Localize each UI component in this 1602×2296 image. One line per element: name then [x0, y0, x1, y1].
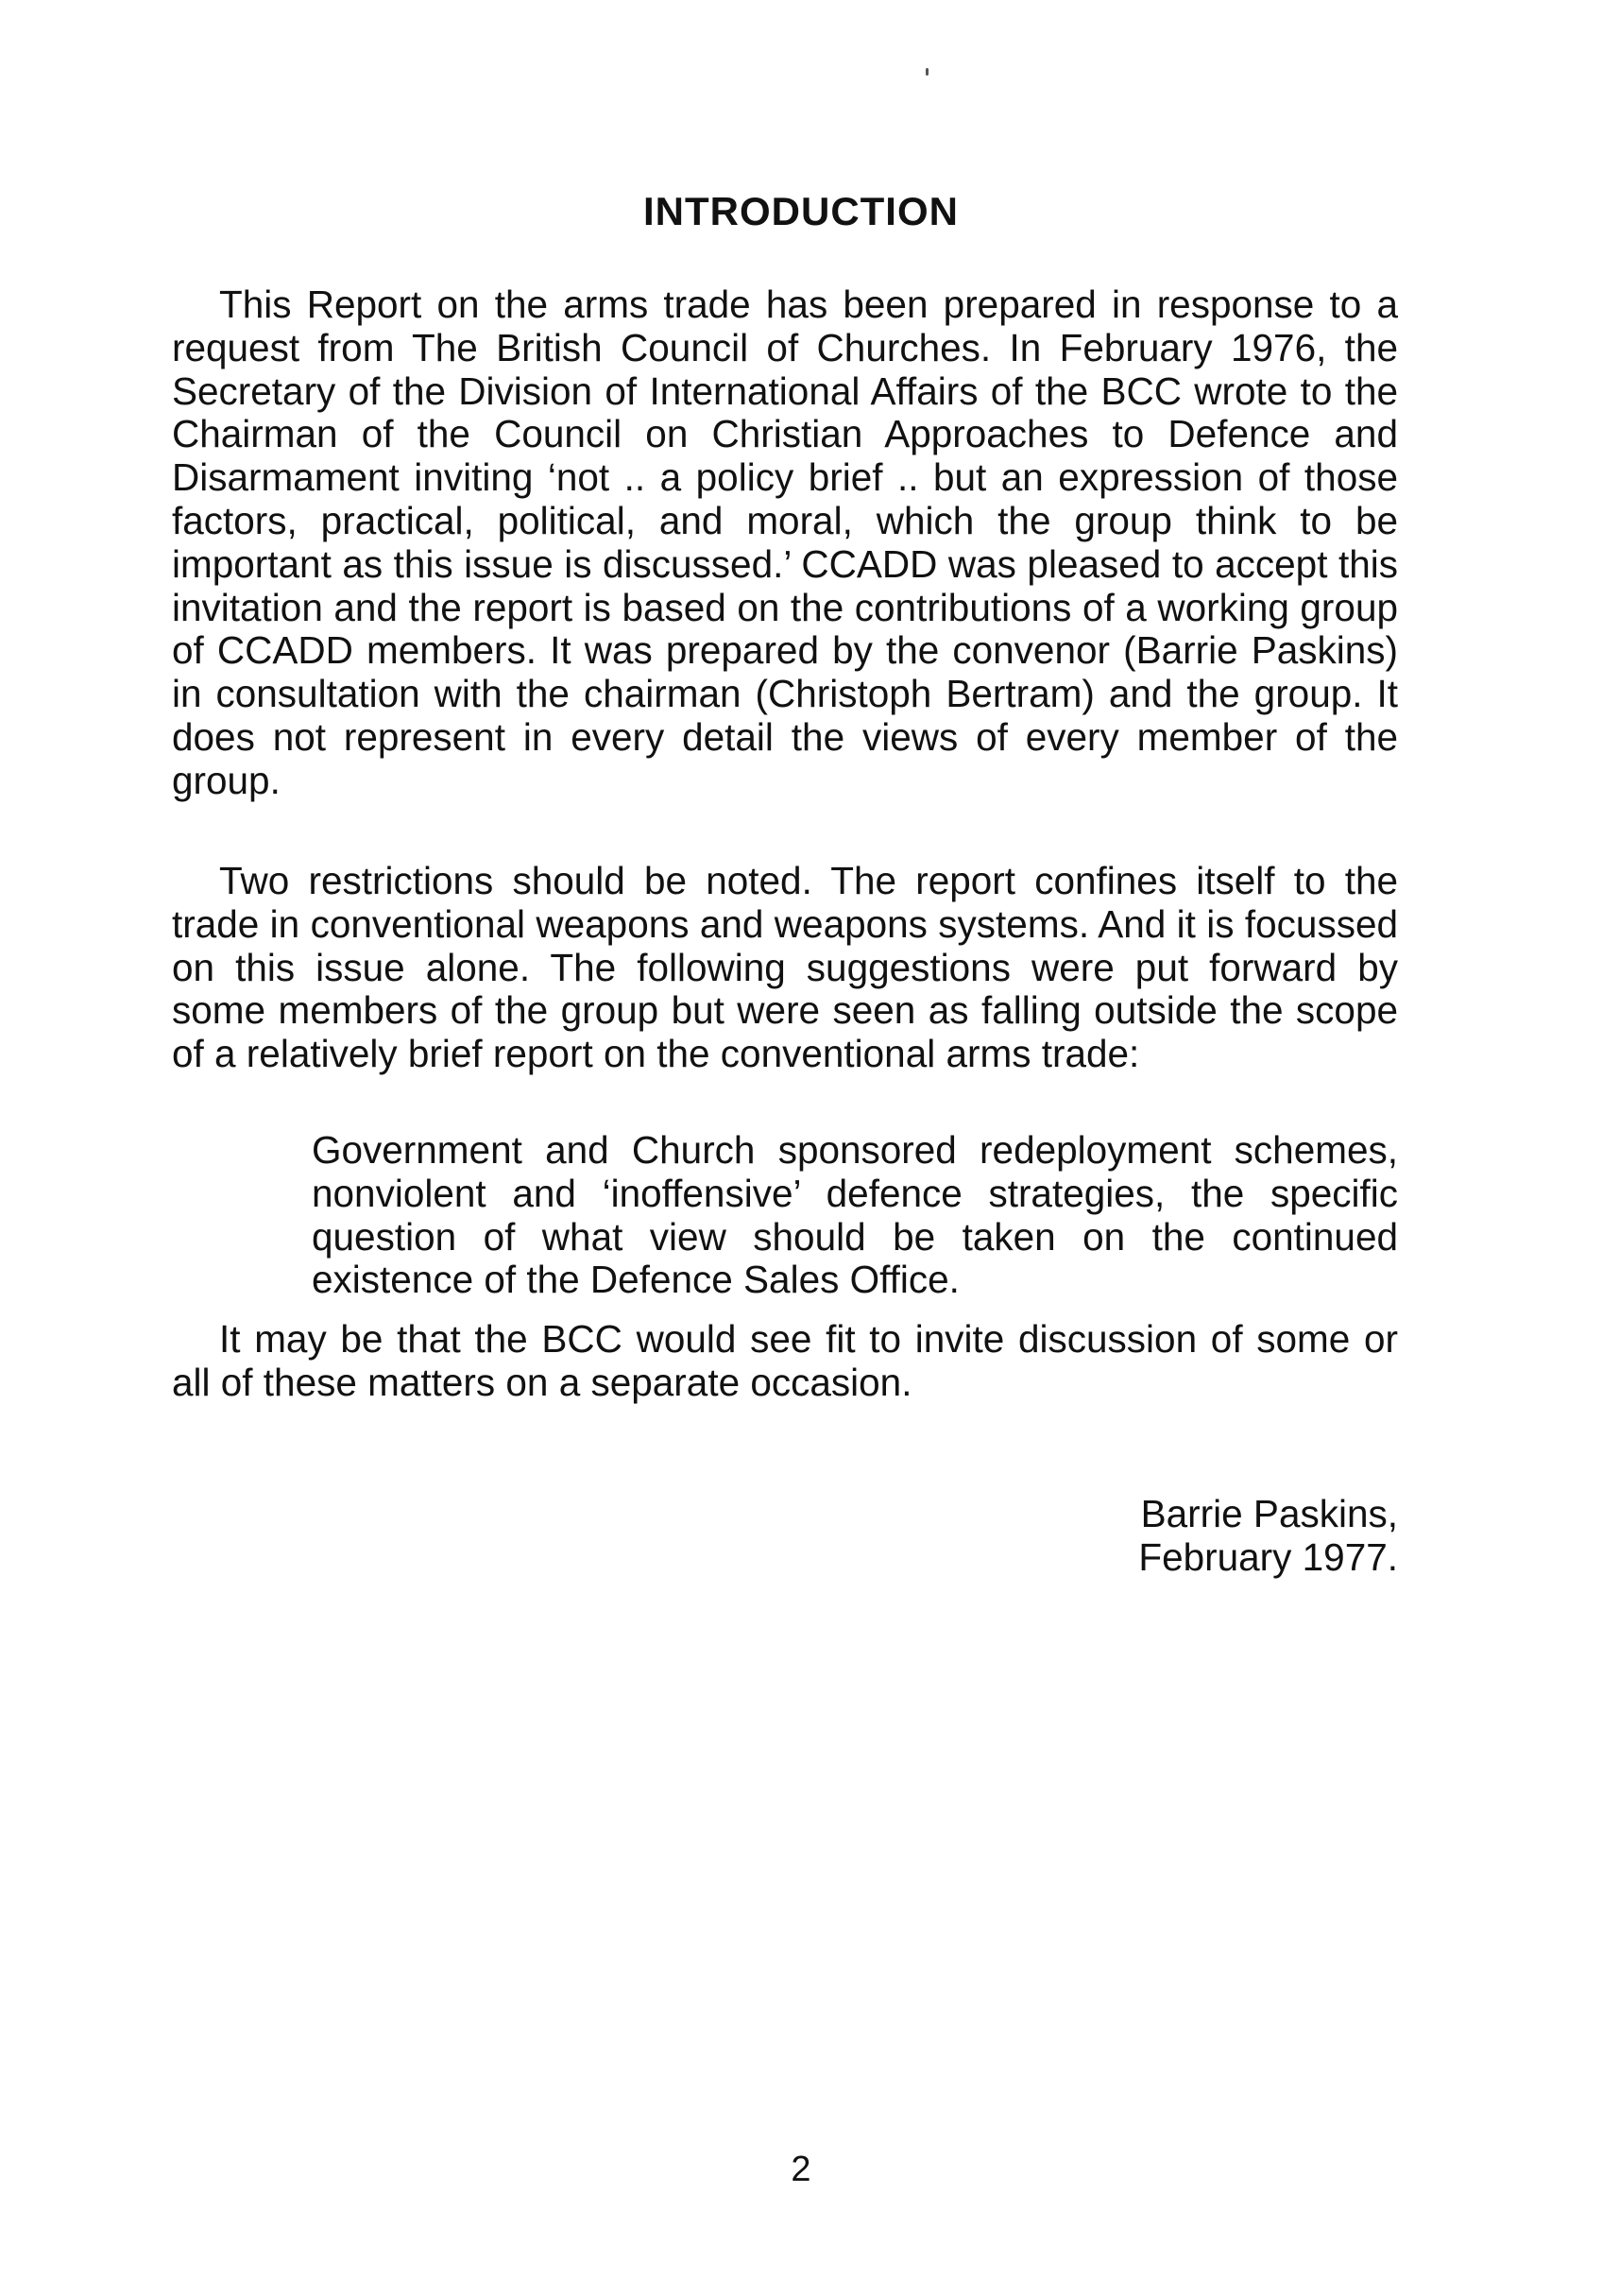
- indented-suggestions-block: Government and Church sponsored redeployment schemes, nonviolent and ‘inoffensive’ defence strategies, the specific question of what view should be taken on the continued existence of the Defence Sales Office.: [312, 1128, 1398, 1302]
- scan-speck: [926, 68, 929, 76]
- signature-block: [1138, 1493, 1398, 1580]
- signature-date: February 1977.: [1138, 1534, 1398, 1579]
- page-title: INTRODUCTION: [643, 189, 959, 233]
- signature-name: Barrie Paskins,: [1140, 1492, 1398, 1535]
- intro-paragraph-2: Two restrictions should be noted. The report confines itself to the trade in conventional weapons and weapons systems. And it is focussed on this issue alone. The following suggestions were put forward by some members of the group but were seen as falling outside the scope of a relatively brief report on the conventional arms trade:: [172, 859, 1398, 1076]
- closing-paragraph: It may be that the BCC would see fit to invite discussion of some or all of these matters on a separate occasion.: [172, 1317, 1398, 1404]
- page-number: 2: [791, 2150, 811, 2189]
- intro-paragraph-1: This Report on the arms trade has been prepared in response to a request from The British Council of Churches. In February 1976, the Secretary of the Division of International Affairs of the BCC wrote to the Chairman of the Council on Christian Approaches to Defence and Disarmament inviting ‘not .. a policy brief .. but an expression of those factors, practical, political, and moral, which the group think to be important as this issue is discussed.’ CCADD was pleased to accept this invitation and the report is based on the contributions of a working group of CCADD members. It was prepared by the convenor (Barrie Paskins) in consultation with the chairman (Christoph Bertram) and the group. It does not represent in every detail the views of every member of the group.: [172, 283, 1398, 802]
